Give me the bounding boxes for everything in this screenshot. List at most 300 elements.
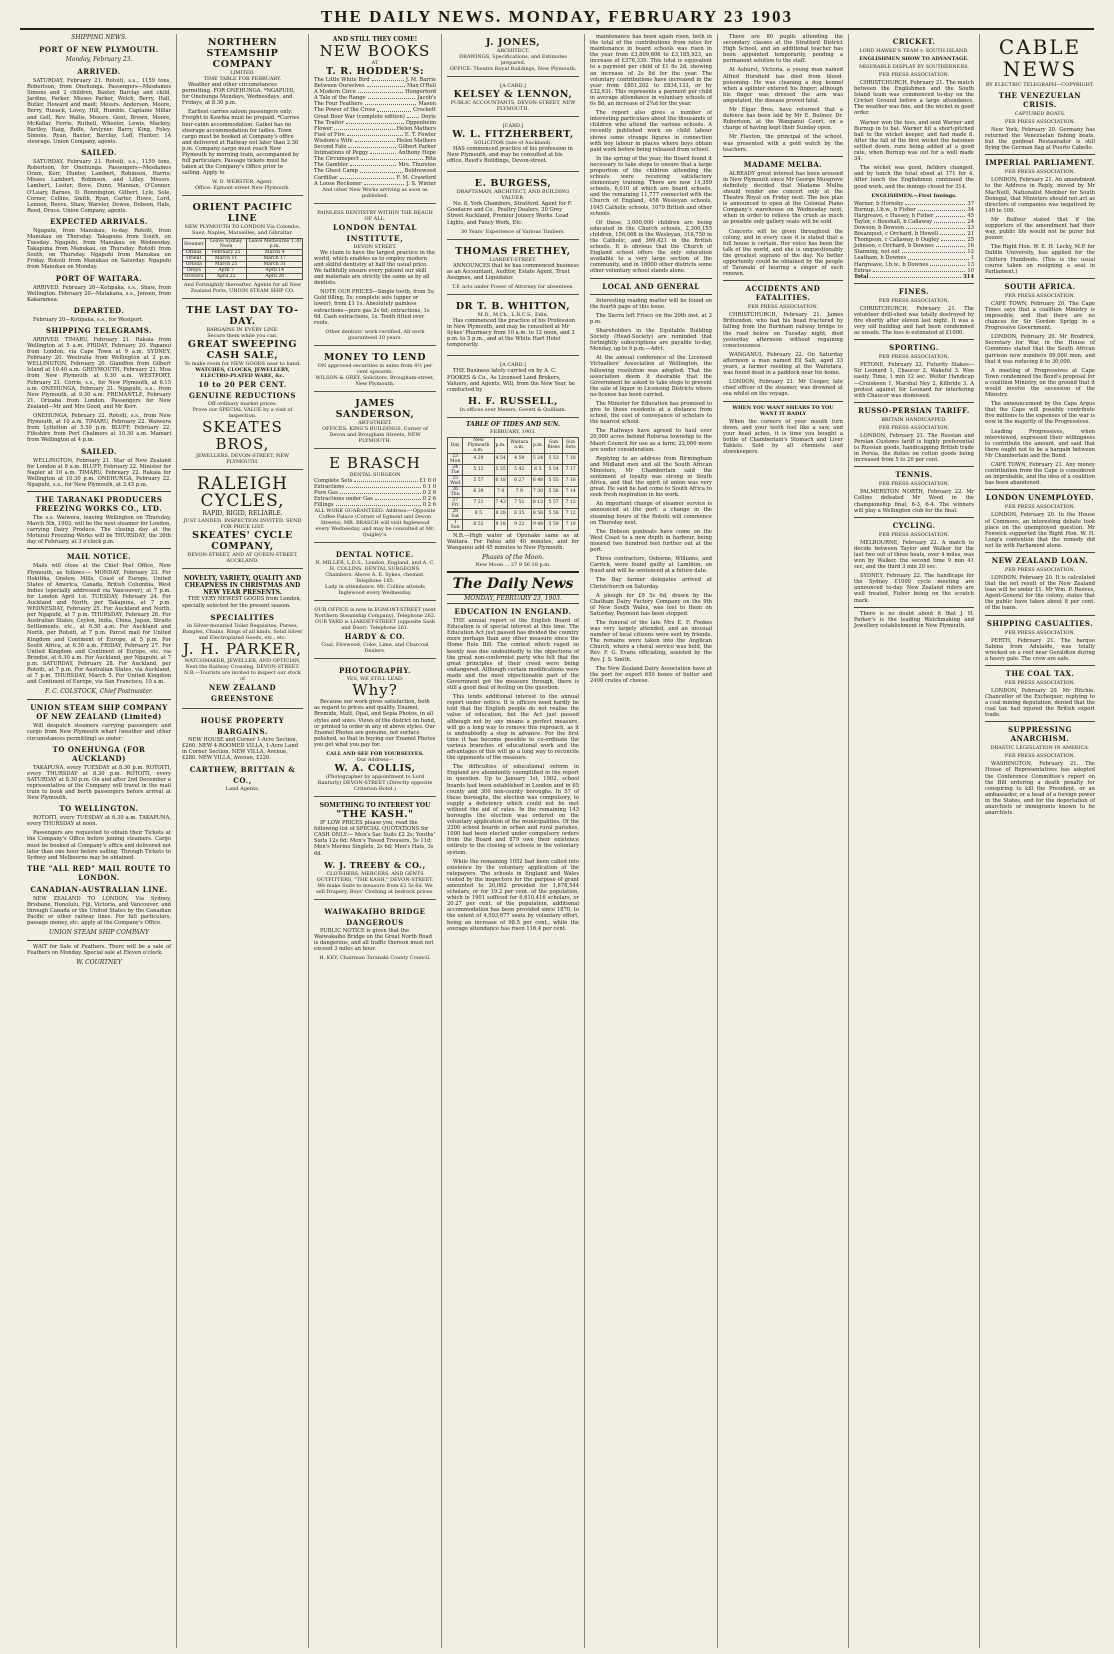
cell: 7 0 xyxy=(494,486,507,497)
score-total-label: Total xyxy=(854,273,869,280)
pct-sub: Off ordinary market prices. xyxy=(207,401,278,408)
book-item-label: The Ghost Camp xyxy=(314,168,358,175)
orient-pacific-ad xyxy=(182,199,303,299)
burgess-note: 30 Years' Experience of Various Timbers. xyxy=(460,228,566,235)
treeby-sub: CLOTHIERS, MERCERS, AND GENTS OUTFITTERS, "THE KASH," DEVON-STREET. xyxy=(316,870,434,883)
cell: 8 5 xyxy=(463,508,494,519)
nzloan-title: NEW ZEALAND LOAN. xyxy=(991,555,1089,565)
kash-ad xyxy=(314,800,436,900)
frethey-note: T.F. acts under Power of Attorney for absentees. xyxy=(452,283,574,290)
price-item-value: 0 2 6 xyxy=(422,502,436,509)
paper-date: MONDAY, FEBRUARY 23, 1903. xyxy=(447,594,579,604)
skeates-sale-ad xyxy=(182,302,303,470)
cricket-text-1: CHRISTCHURCH, February 21. The match between the Englishmen and the South Island team was commenced to-day on the Cricket Ground before a large attendance. The weather was fine, and the wicket in good order. xyxy=(854,80,974,117)
skcycle-sub: DEVON-STREET, AND AT QUEEN-STREET, AUCKLAND. xyxy=(187,552,298,565)
fitz-card: [CARD.] xyxy=(502,123,524,129)
expected-heading: EXPECTED ARRIVALS. xyxy=(50,216,148,226)
cell: 5 42 xyxy=(507,464,531,475)
james-title: JAMES SANDERSON, xyxy=(335,397,415,420)
miller-line: N. MILLER, L.D.S., London, England, and A. C. H. COLLINS, DENTAL SURGEONS. xyxy=(315,560,435,573)
waitara-heading: PORT OF WAITARA. xyxy=(55,273,143,283)
northern-agent: W. D. WEBSTER, Agent. xyxy=(212,179,273,186)
burgess-text: No. 8, York Chambers, Stratford. Agent for F. Goodacre and Co., Poultry Dealers, 30 Grey Street Auckland, Premier Joinery Works. Lead Lights, and Fancy Work, Etc. xyxy=(447,201,573,226)
james-sub: ART-STREET. xyxy=(358,419,392,426)
brasch-ad xyxy=(314,452,436,543)
book-item-value: Hungerford xyxy=(405,89,436,96)
table-row xyxy=(448,486,579,497)
kelsey-ad xyxy=(447,80,579,117)
cell: April 28 xyxy=(247,274,303,280)
frethey-sub: LIARDET-STREET. xyxy=(489,256,537,263)
parker-advt: There is no doubt about it that J. H. Parker's is the leading Watchmaking and Jewellery establishment in New Plymouth. xyxy=(854,610,974,629)
kelsey-name: KELSEY & LENNON, xyxy=(453,89,573,100)
ship-title: SHIPPING CASUALTIES. xyxy=(986,618,1094,628)
local-item: There are 80 pupils attending the secondary classes at the Stratford District High School, and an additional teacher has been appointed temporarily, pending a permanent solution to the staff. xyxy=(723,34,843,65)
fitzherbert-ad xyxy=(447,120,579,172)
education-cont-2: The report also gives a number of interesting particulars about the thousands of children who attend the various schools. A recently published work on child labour shows some strange figures in connection with boy labour in places where boys obtain paid work before being released from school. xyxy=(590,110,712,153)
tennis-title: TENNIS. xyxy=(895,470,933,480)
sailed-text: SATURDAY, February 21. Rotoiti, s.s., 1159 tons, Robertson, for Onehunga. Passengers—Mesdames Oram, Kerr, Hunter, Lambert, Robinson, Harris; Misses Lambert, Robinson, and Lilley. Messrs. Lambert, Lester, Bove, Dunn, Mannan, O'Connor, O'Leary, Barnes, D. Bonnington, Gilbert, Lyle, Sole, Corner, Collins, Smith, Ryan, Carter, Howe, Lord, Lennon, Reeve, Shaw, Wareler, Dowse, Dobson, Hale, Reed, Druce. Union Company, agents. xyxy=(27,159,171,214)
column-5 xyxy=(585,34,718,1648)
sporting-title: SPORTING. xyxy=(889,343,939,353)
local-item: Mr Flaxton, the principal of the school, was presented with a gold watch by the teachers. xyxy=(723,134,843,153)
divider xyxy=(854,283,974,284)
office-line: OUR OFFICE is now in EGMONT-STREET (next Northern Steamship Company). Telephone 262. xyxy=(314,607,436,620)
cell: 8 13 xyxy=(531,497,544,508)
score-item-value: 16 xyxy=(967,243,974,250)
sporting-by: PER PRESS ASSOCIATION. xyxy=(878,354,950,361)
price-item-label: Fillings xyxy=(314,502,334,509)
book-item-label: Between Ourselves xyxy=(314,83,365,90)
book-item-value: Helen Mathers xyxy=(396,125,436,132)
photo-title: PHOTOGRAPHY. xyxy=(338,666,412,676)
russo-title: RUSSO-PERSIAN TARIFF. xyxy=(858,405,970,415)
coal-title: THE COAL TAX. xyxy=(1005,668,1075,678)
sa-text-4: The announcement by the Cape Argus that the Cape will possibly contribute five millions to the expenses of the war is now in the majority of the Progressives. xyxy=(985,401,1095,426)
cell: 6 5 xyxy=(531,464,544,475)
sa-text-5: Leading Progressives, when interviewed, expressed their willingness to contribute the amount, and said that there ought not to be a bargain between Mr Chamberlain and the Bond. xyxy=(985,428,1095,459)
score-item-value: 10 xyxy=(967,267,974,274)
cell: Ormuz xyxy=(183,250,206,256)
cell: 7 9 xyxy=(507,486,531,497)
local-item: A plough for £9 5s 6d, drawn by the Chatham Dairy Factory Company on the 9th of New South Wales, was lost to them on Saturday. Payment has been stopped. xyxy=(590,592,712,617)
hardy-ad xyxy=(314,604,436,659)
call-line: CALL AND SEE FOR YOURSELVES. xyxy=(326,751,424,758)
house-text: NEW HOUSE and Corner 1-Acre Section, £260. NEW 4-ROOMED VILLA, 1-Acre Land in Corner Section. NEW VILLA, Avenue, £280. NEW VILLA, Avenue, £220. xyxy=(182,736,299,761)
sailed2-heading: SAILED. xyxy=(81,446,117,456)
cell: 6 48 xyxy=(531,475,544,486)
brasch-title: E BRASCH xyxy=(329,453,421,472)
cell: Orotava xyxy=(183,274,206,280)
education-text-4: While the remaining 1052 had been called into existence by the voluntary application of the ratepayers. The schools in England and Wales visited by the inspectors for the purpose of grant amounted to 20,062 provided for 1,878,544 scholars, or for 19.2 per cent. of the population, which in 1901 sufficed for 6,610,416 scholars, or 20.27 per cent. of the population, additional accommodation has been provided since 1870, to the extent of 4,503,677 seats by voluntary effort, being an increase of 98.5 per cent., while the average attendance has risen 116.4 per cent. xyxy=(447,858,579,932)
cell: 7 18 xyxy=(563,453,579,464)
imperial-text-1: LONDON, February 21. An amendment to the Address in Reply, moved by Mr MacNeill, Nationalist Member for South Donegal, that Ministers should not act as directors of companies was negatived by 149 to 109. xyxy=(985,177,1095,214)
table-row xyxy=(448,475,579,486)
divider xyxy=(854,466,974,467)
orient-note: And Fortnightly thereafter. Agents for all New Zealand Ports, UNION STEAM SHIP CO. xyxy=(183,282,302,295)
fitz-sub: SOLICITOR (late of Auckland). xyxy=(473,140,553,146)
divider xyxy=(985,278,1095,279)
cricket-title: CRICKET. xyxy=(892,37,936,46)
book-item-value: Oppenheim xyxy=(405,119,436,126)
cell: 7 43 xyxy=(494,497,507,508)
paper-title: The Daily News xyxy=(452,576,574,593)
feathers-text: WAIT for Sale of Feathers. There will be a sale of Feathers on Monday. Special sale at Eleven o'clock. xyxy=(27,944,171,957)
score-item-label: Hargreave, l.b.w., b Downes xyxy=(854,261,929,268)
book-item-value: Boldrewood xyxy=(404,168,436,175)
russell-card: [A CARD.] xyxy=(500,362,526,369)
agency-line: UNION STEAM SHIP COMPANY xyxy=(49,929,149,937)
skcycle-title: SKEATES' CYCLE COMPANY, xyxy=(192,530,293,553)
burgess-sub: DRAFTSMAN, ARCHITECT, AND BUILDING VALUER. xyxy=(456,189,570,202)
cell: 25 Wed xyxy=(448,475,463,486)
northern-timetable: TIME TABLE FOR FEBRUARY. xyxy=(203,76,282,82)
cell: 8 58 xyxy=(531,508,544,519)
sa-text-3: A meeting of Progressives at Cape Town condemned the Bond's proposal for a coalition Ministry, on the ground that it would involve the secession of the Ministry. xyxy=(985,367,1095,399)
score-item-value: 12 xyxy=(967,249,974,256)
imperial-text-3: The Right Hon. W. E. H. Lecky, M.P. for Dublin University, has applied for the Chiltern Hundreds. (This is the usual course taken on resigning a seat in Parliament.) xyxy=(985,244,1095,275)
accidents-text-2: WANGANUI, February 22. On Saturday afternoon a man named Ell Salt, aged 33 years, a farmer residing at the Waitotara, was found dead in a paddock near his home. xyxy=(723,351,843,377)
coal-text: LONDON, February 20. Mr Ritchie, Chancellor of the Exchequer, replying to a coal mining deputation, denied that the coal tax had injured the British export trade. xyxy=(985,687,1095,719)
local-item: The funeral of the late Mrs E. F. Fookes was very largely attended, and an unusual number of local citizens were sent by friends. The remains were taken into the Anglican Church, where a choral service was held, the Rev. F. G. Evans officiating, assisted by the Rev. J. S. Smith. xyxy=(590,619,712,663)
collis-name: W. A. COLLIS, xyxy=(334,763,416,775)
cell: March 31 xyxy=(247,262,303,268)
landed-line: JUST LANDED. INSPECTION INVITED. SEND FOR PRICE LIST. xyxy=(183,518,302,531)
yes-line: YES, WE STILL LEAD. xyxy=(346,676,404,683)
russell-sub: In offices over Messrs. Govett & Quilliam. xyxy=(459,406,567,413)
divider xyxy=(854,607,974,608)
tides-table xyxy=(447,437,579,531)
northern-title: NORTHERN STEAMSHIP COMPANY xyxy=(206,37,279,70)
education-text-1: THE annual report of the English Board of Education is of special interest at this time. The Education Act just passed has divided the country more perhaps than any other measure since the Home Rule Bill. The contest which raged so keenly was due undoubtedly to the objections of the great non-conformist party who felt that the great principles of their creed were being endangered. Although certain modifications were made and the most objectionable part of the Government got the measure through, there is still a good deal of feeling on the question. xyxy=(447,618,579,692)
tennis-by: PER PRESS ASSOCIATION. xyxy=(878,481,950,488)
cell: 5 24 xyxy=(531,453,544,464)
carthew-sub: Land Agents. xyxy=(225,785,260,792)
wellington-text: ROTOITI, every TUESDAY at 6.30 a.m. TAKAPUNA, every THURSDAY at noon. xyxy=(27,815,171,828)
coal-line: Coal, Firewood, Coke, Lime, and Charcoal Dealers. xyxy=(321,642,429,655)
book-item-value: Jacob's xyxy=(417,95,436,102)
divider xyxy=(590,294,712,295)
score-item-value: 37 xyxy=(967,200,974,207)
james-text: OFFICES: KING'S BUILDINGS. Corner of Devon and Brougham Streets, NEW PLYMOUTH. xyxy=(322,425,428,444)
cell: Orient xyxy=(183,256,206,262)
score-item-value: 24 xyxy=(967,218,974,225)
orient-title: ORIENT PACIFIC LINE xyxy=(192,202,293,225)
cricket-headline-2: MISERABLE DISPLAY BY SOUTHERNERS. xyxy=(858,64,970,70)
melba-text-1: ALREADY great interest has been aroused in New Plymouth since Mr George Musgrove definitely decided that Madame Melba should render one concert only at the Theatre Royal on Friday next. The box plan is announced to open at the Colonial Piano Company's warehouse on Wednesday next, when in order to relieve the crush as much as possible only gallery seats will be sold. xyxy=(723,170,843,226)
score-item-value: 21 xyxy=(967,231,974,238)
specialities-heading: SPECIALITIES xyxy=(210,612,275,622)
expected-text: Ngapuhi, from Manukau, to-day. Rotoiti, from Manukau on Thursday. Takapuna from South, on Tuesday. Ngapuhi, from Manukau on Wednesday. Takapuna from Manukau, on Thursday. Rotoiti from South, on Thursday. Ngapuhi from Manukau on Friday. Rotoiti from Manukau on Saturday. Ngapuhi from Manukau on Monday. xyxy=(27,227,171,271)
score-item-label: Johnson, c Orchard, b Downes xyxy=(854,243,934,250)
column-4 xyxy=(442,34,585,1648)
arrived-text: SATURDAY, February 21. Rotoiti, s.s., 1159 tons, Robertson, from Onehunga. Passengers—Mesdames Simons and 2 children, Baxter, Barclay and child, Jardine, Parker, Misses Parker, Welch, Berry, Hall, Butler, Howard and maid; Messrs. Anderson, Moore, Berry, Rusack, Lovey, Hill, Humble. Captains Millar and Gell, Rev. Wallis, Messrs. Gent, Brown, Moore, McKellar, Ferris, Ruthell, Wheeler, Lewis, Mackey, Bartley, Haig, Roffe, Arvlyner. Barry, King, Foley, Simons, Ryan, Baxter, Barclay, Loff, Hunter; 14 steerage. Union Company, agents. xyxy=(27,78,171,145)
divider xyxy=(723,156,843,157)
local-item: The Bay farmer delegates arrived at Christchurch on Saturday. xyxy=(590,577,712,590)
nzloan-by: PER PRESS ASSOCIATION. xyxy=(1004,566,1076,573)
northern-text-2: Earliest carries saloon passengers only. Freight to Kawhia must be prepaid. *Carries four-cabin accommodation. Gaikoi has no steerage accommodation for ladies. Town cargo must be booked at Company's office and delivered at Railway not later than 2.30 p.m. Company cargo must reach New Plymouth by morning train, accompanied by full particulars. Passage tickets must be taken at the Company's Office prior to sailing. Apply to xyxy=(182,109,300,177)
ldi-text: We claim to have the largest practice in the world, which enables us to employ modern and skilful dentistry at half the usual price. We faithfully ensure every patient our skill and materials are strictly the same as by all dentists. xyxy=(314,249,435,287)
cell: March 17 xyxy=(247,256,303,262)
local-item: Replying to an address from Birmingham and Midland men and all the South African Ministers, Mr Chamberlain said the sentiment of loyalty was strong in South Africa, and that the spirit of union was very great. He said he had come to South Africa to seek fresh inspiration in his work. xyxy=(590,455,712,499)
column-8 xyxy=(980,34,1100,1648)
book-item-label: Second Fate xyxy=(314,144,347,151)
divider xyxy=(854,517,974,518)
local-item: Mr Elgar Bros. have returned that a defence has been laid by Mr E. Bulmer, Dr. Robertson, at the Wanganui Court, on a charge of having kept their Sunday open. xyxy=(723,107,843,132)
book-item-value: Gilbert Parker xyxy=(398,144,436,151)
price-item-label: Extractions xyxy=(314,483,345,490)
divider xyxy=(985,615,1095,616)
venezuela-headline: CAPTURED BOATS. xyxy=(1014,111,1066,117)
education-text-2: This lends additional interest to the annual report under notice. It is officers need hardly be told that the English people do not realise the value of education, but the Act just passed although not by any means a perfect measure, will go a long way to remove this reproach, as it is undoubtedly a step in advance. For the first time it has become possible to co-ordinate the various branches of educational work and the advantages of this will go a long way to reconcile the opponents of the measure. xyxy=(447,694,579,762)
cell: April 14 xyxy=(247,268,303,274)
secure-line: Secure them while you can. xyxy=(207,333,278,340)
ussco-heading: UNION STEAM SHIP COMPANY OF NEW ZEALAND (Limited) xyxy=(30,703,168,722)
cable-title: CABLE NEWS xyxy=(998,35,1082,81)
cell: 8 35 xyxy=(507,508,531,519)
russo-sub: BRITAIN HANDICAPPED. xyxy=(881,416,947,423)
price-item-value: 0 2 6 xyxy=(422,496,436,503)
cell: 28 Sat xyxy=(448,508,463,519)
accidents-text-1: CHRISTCHURCH, February 21. James Brittendon, who had his head fractured by falling from the Burnham railway bridge to the road below on Tuesday night, died yesterday afternoon without regaining consciousness. xyxy=(723,312,843,349)
sa-by: PER PRESS ASSOCIATION. xyxy=(1004,292,1076,299)
orient-head: Steamer xyxy=(183,239,206,250)
local-item: Three contractors, Osborne, Williams, and Carrick, were found guilty at Lambton, on fraud and will be sentenced at a future date. xyxy=(590,556,712,575)
kelsey-card: [A CARD.] xyxy=(500,83,526,89)
tides-title: TABLE OF TIDES AND SUN. xyxy=(466,420,560,428)
wilson-line: WILSON & GREY, Solicitors, Brougham-street, New Plymouth. xyxy=(315,374,435,387)
parker-title: J. H. PARKER, xyxy=(182,639,303,658)
tides-body xyxy=(448,453,579,530)
score-item-label: Leatham, b Downes xyxy=(854,255,907,262)
cell: 4 59 xyxy=(507,453,531,464)
divider xyxy=(27,548,171,549)
allred-heading: THE "ALL RED" MAIL ROUTE TO LONDON. xyxy=(27,863,171,882)
price-item-value: 0 2 6 xyxy=(422,490,436,496)
sailed-heading: SAILED. xyxy=(81,148,117,158)
price-item-value: 0 1 0 xyxy=(422,483,436,490)
departed-text: February 20—Kotipaka, s.s., for Westport. xyxy=(33,316,144,323)
carthew-ad xyxy=(182,712,303,796)
sa-title: SOUTH AFRICA. xyxy=(1004,281,1076,291)
want-title: WHEN YOU WANT SHEARS TO YOU WANT IT BADLY xyxy=(732,404,834,417)
tides-note: N.B.—High water at Opunake same as at Waitara. For Patea add 40 minutes, and for Wanganui add 45 minutes to New Plymouth. xyxy=(447,532,579,551)
burgess-ad xyxy=(447,175,579,239)
fines-by: PER PRESS ASSOCIATION. xyxy=(878,297,950,304)
divider xyxy=(854,402,974,403)
column-7 xyxy=(849,34,980,1648)
northern-text-1: Weather and other circumstances permitting. FOR ONEHUNGA. *NGAPUHI, for Onehunga Mondays, Wednesdays, and Fridays, at 8.30 p.m. xyxy=(182,82,295,107)
still-line: AND STILL THEY COME! xyxy=(332,36,418,43)
local-item: At the annual conference of the Licensed Victuallers' Association at Wellington, the following resolution was adopted: That the association deem it desirable that the Government be asked to take steps to prevent the sale of liquor in Licensing Districts where no-license has been carried. xyxy=(590,355,712,398)
bridge-text: PUBLIC NOTICE is given that the Waiwakaiho Bridge on the Great North Road is dangerous, and all traffic thereon must not exceed 3 miles an hour. xyxy=(314,927,434,952)
money-ad xyxy=(314,349,436,392)
onehunga-text: TAKAPUNA, every TUESDAY at 8.30 p.m. ROTOITI, every THURSDAY at 8.30 p.m. ROTOITI, every SATURDAY at 8.30 p.m. On and after 2nd December a representative of the Company will travel in the mail train to book and berth passengers before arrival at New Plymouth. xyxy=(27,764,171,802)
book-item-value: Anthony Hope xyxy=(398,150,436,157)
book-item-value: Max O'Rell xyxy=(407,83,436,90)
fitz-text: HAS commenced practice of his profession in New Plymouth, and may be consulted at his office, Reed's Buildings, Devon-street. xyxy=(447,146,573,165)
greenstone-line: NEW ZEALAND GREENSTONE xyxy=(208,682,277,703)
jones-name: J. JONES, xyxy=(485,37,541,48)
wellington-heading: TO WELLINGTON. xyxy=(59,804,139,814)
divider xyxy=(27,940,171,941)
divider xyxy=(985,489,1095,490)
imperial-by: PER PRESS ASSOCIATION. xyxy=(1004,169,1076,176)
local-item: The New Zealand Dairy Association have at the port for export 650 boxes of butter and 2400 crates of cheese. xyxy=(590,665,712,684)
anarchism-title: SUPPRESSING ANARCHISM. xyxy=(1008,725,1072,744)
nzloan-text: LONDON, February 20. It is calculated that the net result of the New Zealand loan will be under £1. Mr Wm. P. Reeves, Agent-General for the colony, states that the public have taken about 8 per cent. of the loans. xyxy=(985,574,1095,612)
local-item: Shareholders in the Equitable Building Society (Head-Society) are reminded that fortnightly subscriptions are payable to-day, Monday, up to 9 p.m.—Advt. xyxy=(590,327,712,353)
cell: 7 12 xyxy=(563,508,579,519)
mail-text: Mails will close at the Chief Post Office, New Plymouth, as follows:— MONDAY, February 23. For Hokitika, Onslow, Mills, Coast of Europe, United States of America, Canada, British Columbia, West Indies (specially addressed via Vancouver), at 7 p.m. for London April 1st. TUESDAY, February 24. For Auckland and North, per Takapuna, at 7 p.m. WEDNESDAY, February 25. For Auckland and North, per Ngapuhi, at 7 p.m. THURSDAY, February 26. For Australian States, Ceylon, India, China, Japan, Straits Settlements, etc., at 6.30 a.m. For Auckland and North, per Rotoiti, at 7 p.m. Parcel mail for United Kingdom and Continent of Europe, at 5 p.m. For South Africa, at 6.30 a.m. FRIDAY, February 27. For United Kingdom and Continent of Europe, etc. via Brindisi, at 6.30 a.m. For Auckland, per Ngapuhi, at 7 p.m. SATURDAY, February 28. For Auckland, per Rotoiti, at 7 p.m. For Australian States, via Auckland, at 7 p.m. THURSDAY, March 5. For United Kingdom and Continent of Europe, via San Francisco, 10 a.m. xyxy=(27,563,171,686)
treeby-name: W. J. TREEBY & CO., xyxy=(324,859,426,870)
onehunga-heading: TO ONEHUNGA (FOR AUCKLAND) xyxy=(52,744,146,763)
venezuela-title: THE VENEZUELAN CRISIS. xyxy=(998,91,1082,109)
book-item-label: Intimations of Peggy xyxy=(314,150,369,157)
cell: Ortona xyxy=(183,262,206,268)
score-title: ENGLISHMEN.—First Innings. xyxy=(871,192,957,199)
raleigh-sub: RAPID, RIGID, RELIABLE. xyxy=(202,510,283,518)
specialities-text: In Silver-mounted Toilet Requisites, Purses, Bangles, Chains, Rings of all kinds, Solid Silver and Electroplated Goods, etc., etc. xyxy=(182,622,303,641)
cell: 7 10 xyxy=(563,519,579,530)
sweep-heading: GREAT SWEEPING CASH SALE, xyxy=(187,339,298,362)
mail-signoff: F. C. COLSTOCK, Chief Postmaster. xyxy=(44,688,154,696)
score-item-label: Hargreave, c Hussey, b Fisher xyxy=(854,212,934,219)
cricket-by: PER PRESS ASSOCIATION. xyxy=(878,72,950,78)
cell: 5 12 xyxy=(463,464,494,475)
score-item-label: Extras xyxy=(854,267,872,274)
price-item-value: £1 0 0 xyxy=(419,477,436,484)
yard-line: OUR YARD is LIARDET-STREET (opposite Sash and Door). Telephone 261. xyxy=(314,619,436,632)
sa-text-1: CAPE TOWN, February 20. The Cape Times says that a coalition Ministry is impossible, and that there are no chances for Sir Gordon Sprigg in a Progressive Government. xyxy=(985,300,1095,332)
cell: 7 17 xyxy=(563,464,579,475)
local-item: Interesting reading matter will be found on the fourth page of this issue. xyxy=(590,297,712,310)
cell: 8 28 xyxy=(494,508,507,519)
cell: February 25 xyxy=(205,250,247,256)
melba-text-2: Concerts will be given throughout the colony, and in every case it is stated that a full house is certain. Her voice has been the talk of the world, and she is unquestionably the greatest soprano of the day. No better opportunity could be obtained by the people of Taranaki of hearing a singer of such renown. xyxy=(723,228,843,278)
tides-head-cell: Sun Sets xyxy=(563,437,579,453)
book-item-label: A Tale of the Range xyxy=(314,95,366,102)
collis-sub: (Photographer by appointment to Lord Ranfurly) DEVON-STREET (Directly opposite Criterion Hotel.) xyxy=(317,774,433,793)
chambers-line: Chambers: Above A. E. Sykes, chemist. Telephone 185. xyxy=(325,572,425,585)
ldi-title: LONDON DENTAL INSTITUTE, xyxy=(332,222,418,243)
newest-line: THE VERY NEWEST GOODS from London, specially selected for the present season. xyxy=(182,596,302,609)
waitara-text: ARRIVED. February 20—Kotipaka, s.s., Shaw, from Wellington. February 20—Matakana, s.s., Jensen, from Kakaramea. xyxy=(27,284,171,303)
cell: 6 18 xyxy=(494,475,507,486)
cell: 9 18 xyxy=(494,519,507,530)
local-item: An important change of steamer service is announced at the port: a change in the steaming hours of the Rotoiti will commence on Thursday next. xyxy=(590,501,712,526)
cell: April 7 xyxy=(205,268,247,274)
at-line: AT xyxy=(371,60,379,66)
sweep-sub: To make room for NEW GOODS near to hand. xyxy=(184,361,301,368)
score-item-value: 34 xyxy=(967,206,974,213)
divider xyxy=(723,280,843,281)
raleigh-ad xyxy=(182,473,303,569)
divider xyxy=(985,665,1095,666)
kash-text: IF LOW PRICES please you, read the following list of SPECIAL QUOTATIONS for CASH ONLY:— Men's Sac Suits £2 2s; Youths' Suits 12s 6d; Men's Tweed Trousers, 5s 11d; Men's Merino Singlets, 2s 6d; Men's Hats, 3s 6d. xyxy=(314,820,435,857)
northern-office: Office: Egmont-street New Plymouth. xyxy=(194,185,291,192)
brasch-sub: DENTAL SURGEON xyxy=(349,471,401,478)
ship-by: PER PRESS ASSOCIATION. xyxy=(1004,629,1076,636)
passengers-text: Passengers are requested to obtain their Tickets at the Company's Office before joining steamers. Cargo must be booked at Company's office and delivered not later than one hour before sailing. Through Tickets to Sydney and Melbourne may be obtained. xyxy=(27,830,171,861)
dental-title: DENTAL NOTICE. xyxy=(335,550,415,560)
cell: 27 Fri xyxy=(448,497,463,508)
cell: 7 13 xyxy=(563,497,579,508)
port-title: PORT OF NEW PLYMOUTH. xyxy=(39,45,159,54)
unemployed-by: PER PRESS ASSOCIATION. xyxy=(1004,504,1076,511)
masthead: THE DAILY NEWS. MONDAY, FEBRUARY 23 1903 xyxy=(20,6,1094,30)
prove-line: Prove our SPECIAL VALUE by a visit of inspection. xyxy=(192,407,293,420)
book-item-value: Mrs. Thurston xyxy=(398,162,436,169)
cell: 8 52 xyxy=(463,519,494,530)
education-title: EDUCATION IN ENGLAND. xyxy=(454,607,572,617)
price-item-label: Pure Gas xyxy=(314,490,338,496)
score-item-label: Burnup, l.b.w., b Fisher xyxy=(854,206,916,213)
book-item-label: The Circumspect xyxy=(314,156,359,163)
jones-office: OFFICE: Theatre Royal Buildings, New Plymouth. xyxy=(449,66,577,72)
score-item-label: Stanning, not out xyxy=(854,249,900,256)
cell: 5 55 xyxy=(545,475,563,486)
book-item-value: Crockett xyxy=(413,107,436,114)
skeates-sub: JEWELLERS, DEVON-STREET, NEW PLYMOUTH. xyxy=(195,453,290,466)
taranaki-text: The s.s. Waiwera, leaving Wellington on Thursday, March 5th, 1903, will be the next steamer for London, carrying Dairy Produce. The closing day at the Motunui Freezing Works will be THURSDAY, the 26th day of February, at 3 o'clock p.m. xyxy=(27,514,171,546)
cell: 1 Sun xyxy=(448,519,463,530)
tennis-text: PALMERSTON NORTH, February 22. Mr Collins defeated Mr Wood in the championship final, 6-3, 6-4. The winners will play a Wellington club for the final. xyxy=(854,489,974,514)
arrived-heading: ARRIVED. xyxy=(77,67,121,76)
books-note: And other New Works arriving as soon as published. xyxy=(322,186,428,199)
education-cont-1: maintenance has been again risen, both in the total of the contributions from rates for maintenance in board schools was risen in the year from £3,809,606 to £3,185,923, an increase of £376,339. This total is equivalent to a payment per child of £1 8s 2d, showing an increase of 2s 8d for the year. The voluntary contributions have increased in the year from £801,202 to £834,133, or by £32,931. This represents a payment per child in average attendance in voluntary schools of 6s 8d, an increase of 2¾d for the year. xyxy=(590,34,712,108)
divider xyxy=(985,552,1095,553)
score-item-value: 23 xyxy=(967,224,974,231)
whitton-sub: M.D., M.Ch., L.R.C.S., Edin. xyxy=(477,311,549,318)
orient-table xyxy=(182,238,303,280)
cell: 5 53 xyxy=(545,453,563,464)
tides-head-cell: New Plymouth a.m. xyxy=(463,437,494,453)
cricket-headline: ENGLISHMEN SHOW TO ADVANTAGE. xyxy=(859,56,969,62)
book-item-label: The Power of the Cross xyxy=(314,107,376,114)
accidents-by: PER PRESS ASSOCIATION. xyxy=(747,304,819,311)
book-item-label: Great Boer War (complete edition) xyxy=(314,113,405,120)
cycling-by: PER PRESS ASSOCIATION. xyxy=(878,531,950,538)
cell: 7 30 xyxy=(531,486,544,497)
ldi-ad xyxy=(314,207,436,346)
book-item-label: Fuel of Fire xyxy=(314,131,345,138)
collis-ad xyxy=(314,662,436,797)
local-item: The Railways have agreed to haul over 20,000 acres behind Rotorua township to the Maori Council for use as a farm; 22,000 more are under consideration. xyxy=(590,428,712,453)
divider xyxy=(447,571,579,573)
raleigh-title: RALEIGH CYCLES, xyxy=(197,474,288,512)
book-item-value: Rita xyxy=(425,156,436,163)
northern-sub: LIMITED. xyxy=(230,70,255,76)
russell-ad xyxy=(447,359,579,417)
venezuela-text: New York, February 20. Germany has returned the Venezuelan fishing boats, but the gunboat Restaurador is still flying the German flag at Puerto Cabello. xyxy=(985,127,1095,152)
column-2 xyxy=(177,34,309,1648)
cell: April 22 xyxy=(205,274,247,280)
venezuela-by: PER PRESS ASSOCIATION. xyxy=(1004,119,1076,125)
divider xyxy=(27,699,171,700)
tides-head-cell: p.m. xyxy=(494,437,507,453)
table-row xyxy=(448,508,579,519)
sanderson-ad xyxy=(314,395,436,449)
cell: 7 21 xyxy=(463,497,494,508)
brasch-price-list xyxy=(314,478,436,508)
cell: 5 59 xyxy=(545,519,563,530)
table-row xyxy=(448,453,579,464)
divider xyxy=(590,278,712,279)
cell: 5 58 xyxy=(545,508,563,519)
cell: 9 22 xyxy=(507,519,531,530)
cell: March 4 xyxy=(247,250,303,256)
